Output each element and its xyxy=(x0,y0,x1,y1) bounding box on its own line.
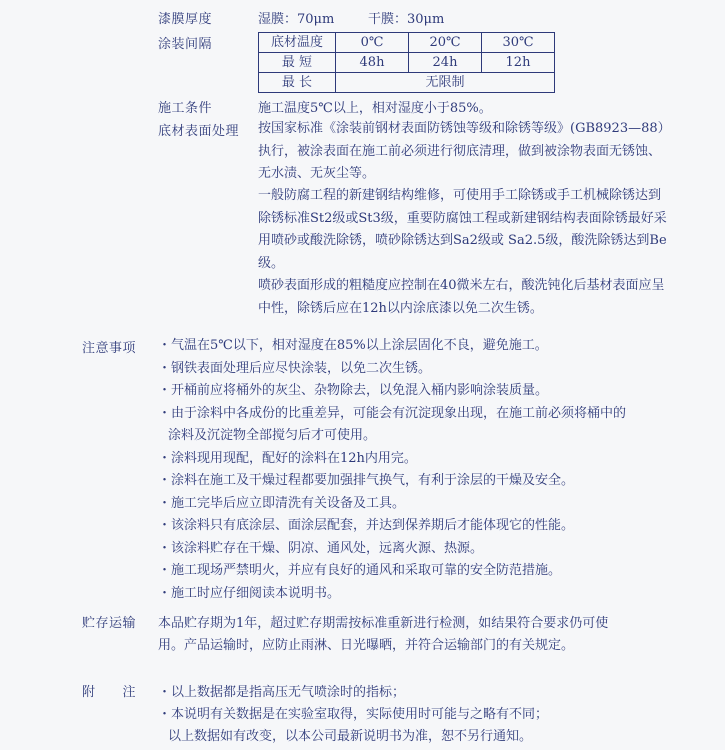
surface-treatment-paragraph: 按国家标准《涂装前钢材表面防锈蚀等级和除锈等级》(GB8923—88）执行，被涂表面在施工前必须进行彻底清理，做到被涂物表面无锈蚀、无水渍、无灰尘等。 xyxy=(258,121,665,181)
list-item: ・开桶前应将桶外的灰尘、杂物除去，以免混入桶内影响涂装质量。 xyxy=(158,383,549,398)
construction-conditions-text: 施工温度5℃以上，相对湿度小于85%。 xyxy=(258,101,492,116)
storage-text-line: 用。产品运输时，应防止雨淋、日光曝晒，并符合运输部门的有关规定。 xyxy=(158,638,575,653)
surface-treatment-paragraph: 喷砂表面形成的粗糙度应控制在40微米左右，酸洗钝化后基材表面应呈中性，除锈后应在12h以内涂底漆以免二次生锈。 xyxy=(258,278,665,316)
coating-thickness-label: 漆膜厚度 xyxy=(158,12,213,27)
table-row xyxy=(259,33,555,53)
list-item: ・气温在5℃以下，相对湿度在85%以上涂层固化不良，避免施工。 xyxy=(158,338,548,353)
list-item: ・涂料现用现配，配好的涂料在12h内用完。 xyxy=(158,450,417,466)
table-row xyxy=(259,73,555,93)
wet-film-thickness: 湿膜：70μm xyxy=(258,12,335,27)
table-header-cell: 0℃ xyxy=(336,33,409,53)
notes-line: ・以上数据都是指高压无气喷涂时的指标； xyxy=(158,685,406,700)
table-cell: 12h xyxy=(482,53,555,73)
table-header-cell: 20℃ xyxy=(409,33,482,53)
notes-line: 以上数据如有改变，以本公司最新说明书为准，恕不另行通知。 xyxy=(168,729,533,744)
table-header-cell: 30℃ xyxy=(482,33,555,53)
list-item-continuation: 涂料及沉淀物全部搅匀后才可使用。 xyxy=(168,428,377,443)
table-header-cell: 底材温度 xyxy=(259,33,336,53)
table-row-label: 最 长 xyxy=(259,73,336,93)
list-item: ・施工时应仔细阅读本说明书。 xyxy=(158,585,341,601)
list-item: ・施工完毕后应立即清洗有关设备及工具。 xyxy=(158,495,406,511)
dry-film-thickness: 干膜：30μm xyxy=(368,12,445,27)
list-item: ・钢铁表面处理后应尽快涂装，以免二次生锈。 xyxy=(158,360,432,376)
table-cell: 无限制 xyxy=(336,73,555,93)
table-row xyxy=(259,53,555,73)
list-item: ・由于涂料中各成份的比重差异，可能会有沉淀现象出现，在施工前必须将桶中的 xyxy=(158,405,627,421)
coating-interval-label: 涂装间隔 xyxy=(158,37,213,52)
list-item: ・该涂料只有底涂层、面涂层配套，并达到保养期后才能体现它的性能。 xyxy=(158,518,575,533)
surface-treatment-label: 底材表面处理 xyxy=(158,124,240,139)
construction-conditions-label: 施工条件 xyxy=(158,101,213,116)
list-item: ・施工现场严禁明火，并应有良好的通风和采取可靠的安全防范措施。 xyxy=(158,563,562,578)
storage-label: 贮存运输 xyxy=(82,616,137,631)
table-cell: 48h xyxy=(336,53,409,73)
list-item: ・涂料在施工及干燥过程都要加强排气换气，有利于涂层的干燥及安全。 xyxy=(158,473,575,488)
list-item: ・该涂料贮存在干燥、阴凉、通风处，远离火源、热源。 xyxy=(158,540,484,556)
precautions-list xyxy=(158,335,678,605)
table-cell: 24h xyxy=(409,53,482,73)
precautions-label: 注意事项 xyxy=(82,341,137,356)
coating-interval-table xyxy=(258,32,555,93)
surface-treatment-paragraph: 一般防腐工程的新建钢结构维修，可使用手工除锈或手工机械除锈达到除锈标准St2级或St3级，重要防腐蚀工程或新建钢结构表面除锈最好采用喷砂或酸洗除锈，喷砂除锈达到Sa2级或 Sa2.5级，酸洗除锈达到Be级。 xyxy=(258,188,667,271)
table-row-label: 最 短 xyxy=(259,53,336,73)
storage-text-line: 本品贮存期为1年，超过贮存期需按标准重新进行检测，如结果符合要求仍可使 xyxy=(158,616,609,631)
notes-line: ・本说明有关数据是在实验室取得，实际使用时可能与之略有不同； xyxy=(158,707,549,722)
notes-label: 附 注 xyxy=(82,685,137,700)
